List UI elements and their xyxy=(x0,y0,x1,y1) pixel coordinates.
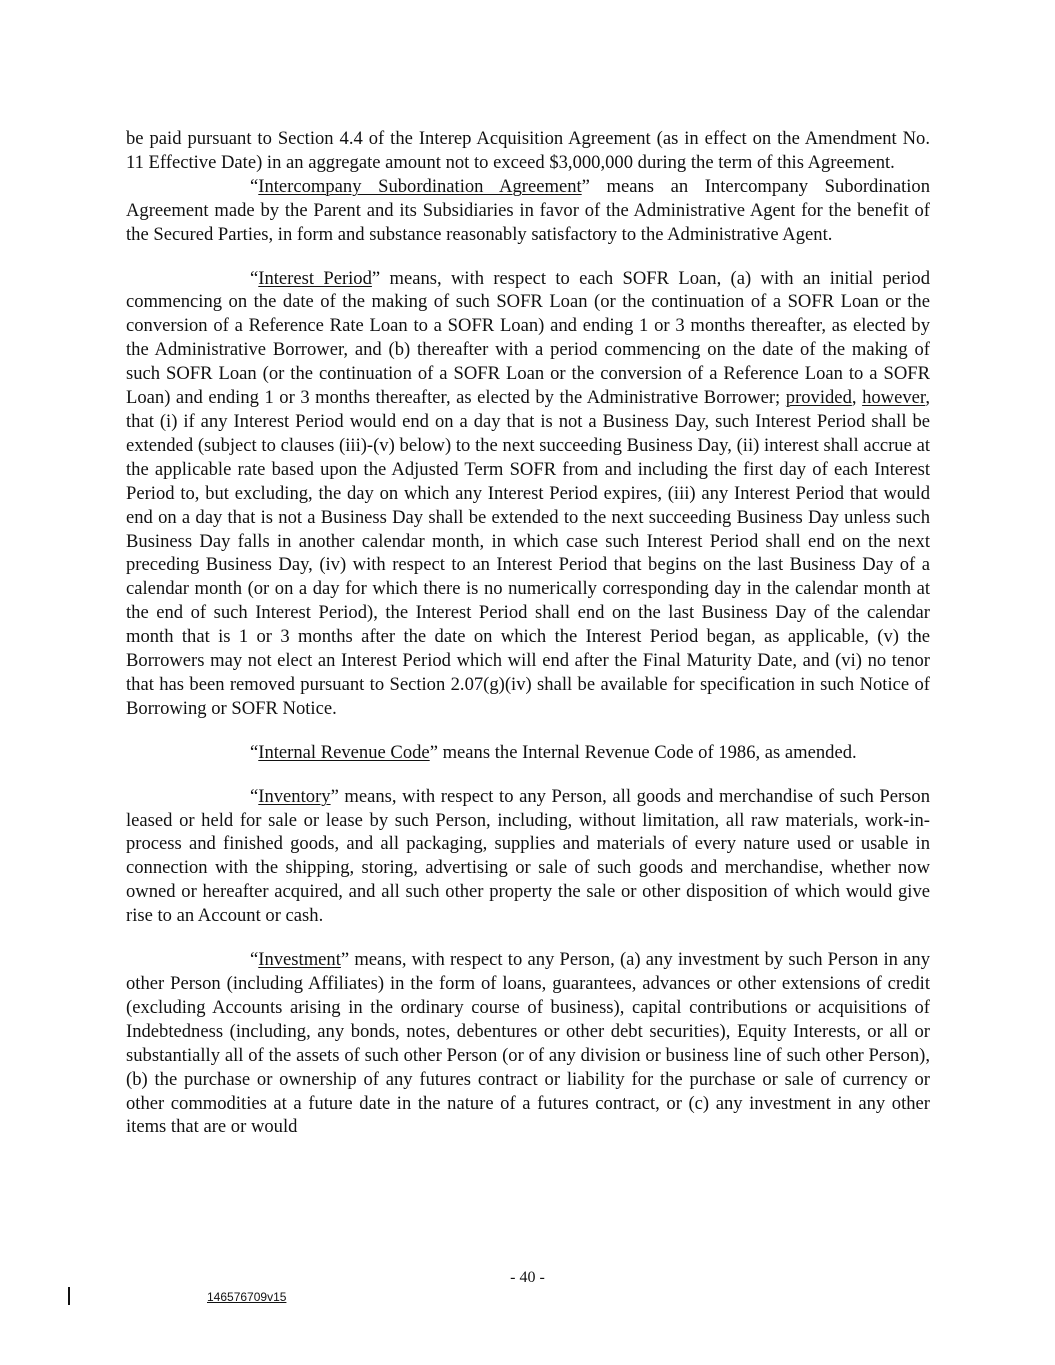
defined-term: Internal Revenue Code xyxy=(258,741,430,763)
revision-margin-bar xyxy=(68,1287,70,1305)
document-id: 146576709v15 xyxy=(207,1290,287,1304)
separator: , xyxy=(851,387,863,409)
definition-internal-revenue-code xyxy=(126,741,930,765)
definition-text-cont: , that (i) if any Interest Period would end on a day that is not a Business Day, such Interest Period shall be extended (subject to clauses (iii)-(v) below) to the next succeeding Business Day, (ii) interest shall accrue at the applicable rate based upon the Adjusted Term SOFR from and including the first day of each Interest Period to, but excluding, the day on which any Interest Period expires, (iii) any Interest Period that would end on a day that is not a Business Day shall be extended to the next succeeding Business Day unless such Business Day falls in another calendar month, in which case such Interest Period shall end on the next preceding Business Day, (iv) with respect to an Interest Period that begins on the last Business Day of a calendar month (or on a day for which there is no numerically corresponding day in the calendar month at the end of such Interest Period), the Interest Period shall end on the last Business Day of the calendar month that is 1 or 3 months after the date on which the Interest Period began, as applicable, (v) the Borrowers may not elect an Interest Period which will end after the Final Maturity Date, and (vi) no tenor that has been removed pursuant to Section 2.07(g)(iv) shall be available for specification in such Notice of Borrowing or SOFR Notice. xyxy=(126,387,931,719)
definition-investment xyxy=(126,948,930,1139)
paragraph-continuation: be paid pursuant to Section 4.4 of the Interep Acquisition Agreement (as in effect on the Amendment No. 11 Effective Date) in an aggregate amount not to exceed $3,000,000 during the term of this Agreement. xyxy=(126,128,930,173)
definition-text: ” means, with respect to any Person, (a) any investment by such Person in any other Person (including Affiliates) in the form of loans, guarantees, advances or other extensions of credit (excluding Accounts arising in the ordinary course of business), capital contributions or acquisitions of Indebtedness (including, any bonds, notes, debentures or other debt securities), Equity Interests, or all or substantially all of the assets of such other Person (or of any division or business line of such other Person), (b) the purchase or ownership of any futures contract or liability for the purchase or sale of currency or other commodities at a future date in the nature of a futures contract, or (c) any investment in any other items that are or would xyxy=(126,949,930,1138)
defined-term: Investment xyxy=(258,949,341,971)
document-body xyxy=(126,127,930,1139)
definition-text: ” means, with respect to any Person, all goods and merchandise of such Person leased or held for sale or lease by such Person, including, without limitation, all raw materials, work-in-process and finished goods, and all packaging, supplies and materials of every nature used or usable in connection with the shipping, storing, advertising or sale of such goods and merchandise, whether now owned or hereafter acquired, and all such other property the sale or other disposition of which would give rise to an Account or cash. xyxy=(126,785,930,927)
definition-text: ” means an Intercompany Subordination Agreement made by the Parent and its Subsidiaries in favor of the Administrative Agent for the benefit of the Secured Parties, in form and substance reasonably satisfactory to the Administrative Agent. xyxy=(126,175,930,245)
page-number: - 40 - xyxy=(510,1269,545,1286)
definition-interest-period xyxy=(126,267,930,721)
defined-term: Interest Period xyxy=(258,267,372,289)
definition-text: ” means the Internal Revenue Code of 1986, as amended. xyxy=(429,741,857,763)
open-quote: “ xyxy=(250,175,259,197)
however-term: however xyxy=(862,387,926,409)
defined-term: Inventory xyxy=(258,785,331,807)
definition-inventory xyxy=(126,785,930,928)
definition-text: ” means, with respect to each SOFR Loan, (a) with an initial period commencing on the date of the making of such SOFR Loan (or the continuation of a SOFR Loan or the conversion of a Reference Rate Loan to a SOFR Loan) and ending 1 or 3 months thereafter, as elected by the Administrative Borrower, and (b) thereafter with a period commencing on the date of the making of such SOFR Loan (or the continuation of a SOFR Loan or the conversion of a Reference Loan to a SOFR Loan) and ending 1 or 3 months thereafter, as elected by the Administrative Borrower; xyxy=(126,267,930,409)
definition-intercompany-subordination-agreement xyxy=(126,175,930,247)
open-quote: “ xyxy=(250,741,259,763)
open-quote: “ xyxy=(250,267,259,289)
provided-term: provided xyxy=(785,387,852,409)
open-quote: “ xyxy=(250,949,259,971)
open-quote: “ xyxy=(250,785,259,807)
defined-term: Intercompany Subordination Agreement xyxy=(258,175,582,197)
